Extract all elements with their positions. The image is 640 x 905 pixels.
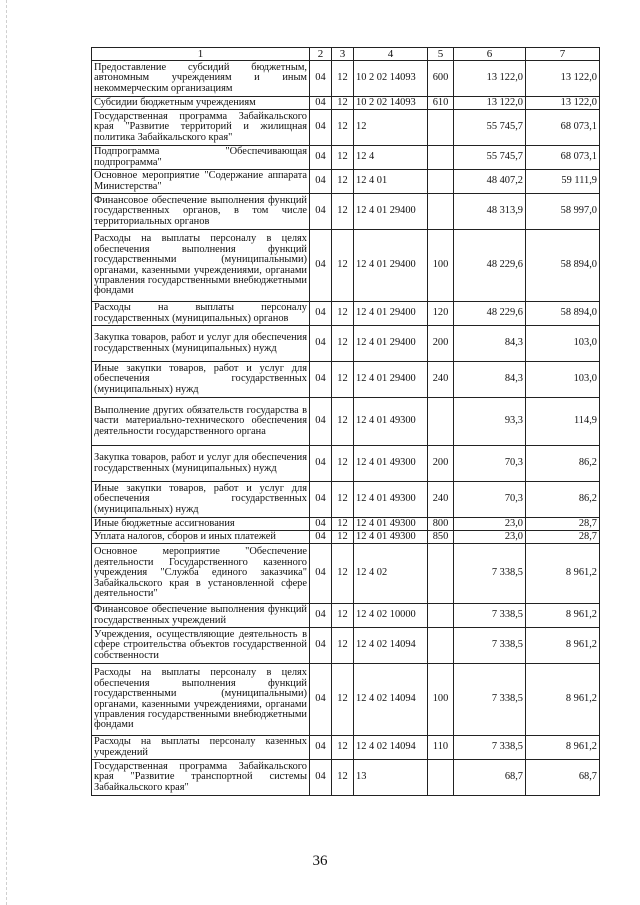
target-article-cell: 12 4 02 xyxy=(354,544,428,604)
target-article-cell: 12 4 01 29400 xyxy=(354,326,428,362)
target-article-cell: 12 4 01 xyxy=(354,170,428,194)
table-row xyxy=(92,230,600,302)
target-article-cell: 10 2 02 14093 xyxy=(354,61,428,97)
table-row xyxy=(92,326,600,362)
amount-year2-cell: 114,9 xyxy=(526,398,600,446)
amount-year1-cell: 48 407,2 xyxy=(454,170,526,194)
header-cell: 4 xyxy=(354,48,428,61)
subsection-code-cell: 12 xyxy=(332,170,354,194)
amount-year2-cell: 58 997,0 xyxy=(526,194,600,230)
amount-year2-cell: 68 073,1 xyxy=(526,110,600,146)
amount-year1-cell: 70,3 xyxy=(454,446,526,482)
expense-type-cell xyxy=(428,170,454,194)
row-name-cell: Расходы на выплаты персоналу в целях обеспечения выполнения функций государственными (муниципальными) органами, казенными учреждениями, органами управления государственными внебюджетными фондами xyxy=(92,664,310,736)
expense-type-cell xyxy=(428,110,454,146)
header-cell: 2 xyxy=(310,48,332,61)
amount-year2-cell: 8 961,2 xyxy=(526,736,600,760)
row-name-cell: Субсидии бюджетным учреждениям xyxy=(92,97,310,110)
page-number: 36 xyxy=(312,853,328,869)
budget-table-body xyxy=(92,48,600,796)
section-code-cell: 04 xyxy=(310,604,332,628)
section-code-cell: 04 xyxy=(310,110,332,146)
target-article-cell: 12 4 xyxy=(354,146,428,170)
table-row xyxy=(92,194,600,230)
target-article-cell: 12 4 01 29400 xyxy=(354,302,428,326)
amount-year2-cell: 13 122,0 xyxy=(526,97,600,110)
target-article-cell: 12 4 02 14094 xyxy=(354,736,428,760)
expense-type-cell xyxy=(428,544,454,604)
target-article-cell: 12 4 01 49300 xyxy=(354,482,428,518)
amount-year1-cell: 7 338,5 xyxy=(454,664,526,736)
row-name-cell: Финансовое обеспечение выполнения функций государственных учреждений xyxy=(92,604,310,628)
expense-type-cell: 800 xyxy=(428,518,454,531)
table-header-row xyxy=(92,48,600,61)
amount-year2-cell: 86,2 xyxy=(526,482,600,518)
amount-year1-cell: 84,3 xyxy=(454,326,526,362)
table-row xyxy=(92,664,600,736)
table-row xyxy=(92,518,600,531)
subsection-code-cell: 12 xyxy=(332,194,354,230)
expense-type-cell xyxy=(428,398,454,446)
target-article-cell: 12 4 01 49300 xyxy=(354,531,428,544)
amount-year1-cell: 55 745,7 xyxy=(454,110,526,146)
scan-edge-line xyxy=(6,0,8,905)
expense-type-cell: 240 xyxy=(428,362,454,398)
amount-year1-cell: 48 313,9 xyxy=(454,194,526,230)
expense-type-cell: 240 xyxy=(428,482,454,518)
target-article-cell: 10 2 02 14093 xyxy=(354,97,428,110)
table-row xyxy=(92,531,600,544)
target-article-cell: 12 xyxy=(354,110,428,146)
amount-year1-cell: 23,0 xyxy=(454,531,526,544)
budget-table xyxy=(91,47,600,796)
subsection-code-cell: 12 xyxy=(332,398,354,446)
amount-year2-cell: 103,0 xyxy=(526,362,600,398)
section-code-cell: 04 xyxy=(310,302,332,326)
subsection-code-cell: 12 xyxy=(332,518,354,531)
amount-year2-cell: 8 961,2 xyxy=(526,664,600,736)
row-name-cell: Закупка товаров, работ и услуг для обеспечения государственных (муниципальных) нужд xyxy=(92,446,310,482)
amount-year2-cell: 13 122,0 xyxy=(526,61,600,97)
section-code-cell: 04 xyxy=(310,518,332,531)
amount-year1-cell: 84,3 xyxy=(454,362,526,398)
row-name-cell: Финансовое обеспечение выполнения функций государственных органов, в том числе территориальных органов xyxy=(92,194,310,230)
header-cell: 7 xyxy=(526,48,600,61)
amount-year1-cell: 13 122,0 xyxy=(454,61,526,97)
table-row xyxy=(92,604,600,628)
expense-type-cell: 200 xyxy=(428,326,454,362)
subsection-code-cell: 12 xyxy=(332,326,354,362)
expense-type-cell xyxy=(428,604,454,628)
subsection-code-cell: 12 xyxy=(332,531,354,544)
header-cell: 3 xyxy=(332,48,354,61)
table-row xyxy=(92,544,600,604)
section-code-cell: 04 xyxy=(310,736,332,760)
row-name-cell: Уплата налогов, сборов и иных платежей xyxy=(92,531,310,544)
table-row xyxy=(92,482,600,518)
expense-type-cell: 100 xyxy=(428,664,454,736)
expense-type-cell: 110 xyxy=(428,736,454,760)
amount-year2-cell: 103,0 xyxy=(526,326,600,362)
row-name-cell: Основное мероприятие "Обеспечение деятельности Государственного казенного учреждения "Служба единого заказчика" Забайкальского края в установленной сфере деятельности" xyxy=(92,544,310,604)
amount-year2-cell: 86,2 xyxy=(526,446,600,482)
section-code-cell: 04 xyxy=(310,398,332,446)
amount-year1-cell: 13 122,0 xyxy=(454,97,526,110)
subsection-code-cell: 12 xyxy=(332,604,354,628)
amount-year1-cell: 7 338,5 xyxy=(454,544,526,604)
table-row xyxy=(92,760,600,796)
section-code-cell: 04 xyxy=(310,61,332,97)
amount-year2-cell: 8 961,2 xyxy=(526,604,600,628)
subsection-code-cell: 12 xyxy=(332,544,354,604)
table-row xyxy=(92,398,600,446)
row-name-cell: Расходы на выплаты персоналу казенных учреждений xyxy=(92,736,310,760)
section-code-cell: 04 xyxy=(310,544,332,604)
expense-type-cell xyxy=(428,194,454,230)
subsection-code-cell: 12 xyxy=(332,628,354,664)
row-name-cell: Государственная программа Забайкальского края "Развитие транспортной системы Забайкальского края" xyxy=(92,760,310,796)
row-name-cell: Государственная программа Забайкальского края "Развитие территорий и жилищная политика Забайкальского края" xyxy=(92,110,310,146)
subsection-code-cell: 12 xyxy=(332,362,354,398)
amount-year1-cell: 7 338,5 xyxy=(454,604,526,628)
row-name-cell: Предоставление субсидий бюджетным, автономным учреждениям и иным некоммерческим организациям xyxy=(92,61,310,97)
subsection-code-cell: 12 xyxy=(332,97,354,110)
amount-year1-cell: 48 229,6 xyxy=(454,302,526,326)
target-article-cell: 12 4 02 14094 xyxy=(354,664,428,736)
row-name-cell: Расходы на выплаты персоналу государственных (муниципальных) органов xyxy=(92,302,310,326)
section-code-cell: 04 xyxy=(310,531,332,544)
row-name-cell: Иные бюджетные ассигнования xyxy=(92,518,310,531)
expense-type-cell xyxy=(428,760,454,796)
row-name-cell: Выполнение других обязательств государства в части материально-технического обеспечения деятельности государственного органа xyxy=(92,398,310,446)
target-article-cell: 13 xyxy=(354,760,428,796)
section-code-cell: 04 xyxy=(310,97,332,110)
amount-year1-cell: 70,3 xyxy=(454,482,526,518)
table-row xyxy=(92,61,600,97)
section-code-cell: 04 xyxy=(310,760,332,796)
table-row xyxy=(92,736,600,760)
amount-year1-cell: 7 338,5 xyxy=(454,736,526,760)
section-code-cell: 04 xyxy=(310,146,332,170)
target-article-cell: 12 4 02 14094 xyxy=(354,628,428,664)
amount-year2-cell: 68 073,1 xyxy=(526,146,600,170)
table-row xyxy=(92,97,600,110)
subsection-code-cell: 12 xyxy=(332,664,354,736)
section-code-cell: 04 xyxy=(310,664,332,736)
header-cell: 6 xyxy=(454,48,526,61)
table-row xyxy=(92,146,600,170)
expense-type-cell: 120 xyxy=(428,302,454,326)
subsection-code-cell: 12 xyxy=(332,61,354,97)
row-name-cell: Закупка товаров, работ и услуг для обеспечения государственных (муниципальных) нужд xyxy=(92,326,310,362)
amount-year2-cell: 59 111,9 xyxy=(526,170,600,194)
table-row xyxy=(92,110,600,146)
subsection-code-cell: 12 xyxy=(332,302,354,326)
section-code-cell: 04 xyxy=(310,170,332,194)
row-name-cell: Подпрограмма "Обеспечивающая подпрограмма" xyxy=(92,146,310,170)
table-row xyxy=(92,446,600,482)
target-article-cell: 12 4 01 29400 xyxy=(354,194,428,230)
row-name-cell: Расходы на выплаты персоналу в целях обеспечения выполнения функций государственными (муниципальными) органами, казенными учреждениями, органами управления государственными внебюджетными фондами xyxy=(92,230,310,302)
subsection-code-cell: 12 xyxy=(332,110,354,146)
header-cell: 1 xyxy=(92,48,310,61)
subsection-code-cell: 12 xyxy=(332,446,354,482)
header-cell: 5 xyxy=(428,48,454,61)
amount-year1-cell: 93,3 xyxy=(454,398,526,446)
subsection-code-cell: 12 xyxy=(332,230,354,302)
section-code-cell: 04 xyxy=(310,362,332,398)
target-article-cell: 12 4 01 49300 xyxy=(354,398,428,446)
row-name-cell: Иные закупки товаров, работ и услуг для обеспечения государственных (муниципальных) нужд xyxy=(92,362,310,398)
expense-type-cell: 850 xyxy=(428,531,454,544)
table-row xyxy=(92,170,600,194)
expense-type-cell: 100 xyxy=(428,230,454,302)
amount-year2-cell: 8 961,2 xyxy=(526,628,600,664)
table-row xyxy=(92,628,600,664)
expense-type-cell: 600 xyxy=(428,61,454,97)
section-code-cell: 04 xyxy=(310,482,332,518)
amount-year1-cell: 7 338,5 xyxy=(454,628,526,664)
section-code-cell: 04 xyxy=(310,628,332,664)
amount-year1-cell: 55 745,7 xyxy=(454,146,526,170)
amount-year2-cell: 58 894,0 xyxy=(526,230,600,302)
table-row xyxy=(92,302,600,326)
section-code-cell: 04 xyxy=(310,446,332,482)
subsection-code-cell: 12 xyxy=(332,146,354,170)
amount-year1-cell: 23,0 xyxy=(454,518,526,531)
expense-type-cell: 610 xyxy=(428,97,454,110)
table-row xyxy=(92,362,600,398)
row-name-cell: Учреждения, осуществляющие деятельность в сфере строительства объектов государственной собственности xyxy=(92,628,310,664)
target-article-cell: 12 4 01 49300 xyxy=(354,446,428,482)
amount-year2-cell: 58 894,0 xyxy=(526,302,600,326)
amount-year2-cell: 8 961,2 xyxy=(526,544,600,604)
target-article-cell: 12 4 02 10000 xyxy=(354,604,428,628)
amount-year1-cell: 48 229,6 xyxy=(454,230,526,302)
subsection-code-cell: 12 xyxy=(332,760,354,796)
subsection-code-cell: 12 xyxy=(332,482,354,518)
target-article-cell: 12 4 01 49300 xyxy=(354,518,428,531)
amount-year1-cell: 68,7 xyxy=(454,760,526,796)
expense-type-cell xyxy=(428,146,454,170)
section-code-cell: 04 xyxy=(310,230,332,302)
expense-type-cell xyxy=(428,628,454,664)
row-name-cell: Иные закупки товаров, работ и услуг для обеспечения государственных (муниципальных) нужд xyxy=(92,482,310,518)
row-name-cell: Основное мероприятие "Содержание аппарата Министерства" xyxy=(92,170,310,194)
amount-year2-cell: 68,7 xyxy=(526,760,600,796)
target-article-cell: 12 4 01 29400 xyxy=(354,362,428,398)
amount-year2-cell: 28,7 xyxy=(526,531,600,544)
target-article-cell: 12 4 01 29400 xyxy=(354,230,428,302)
subsection-code-cell: 12 xyxy=(332,736,354,760)
amount-year2-cell: 28,7 xyxy=(526,518,600,531)
section-code-cell: 04 xyxy=(310,194,332,230)
section-code-cell: 04 xyxy=(310,326,332,362)
expense-type-cell: 200 xyxy=(428,446,454,482)
